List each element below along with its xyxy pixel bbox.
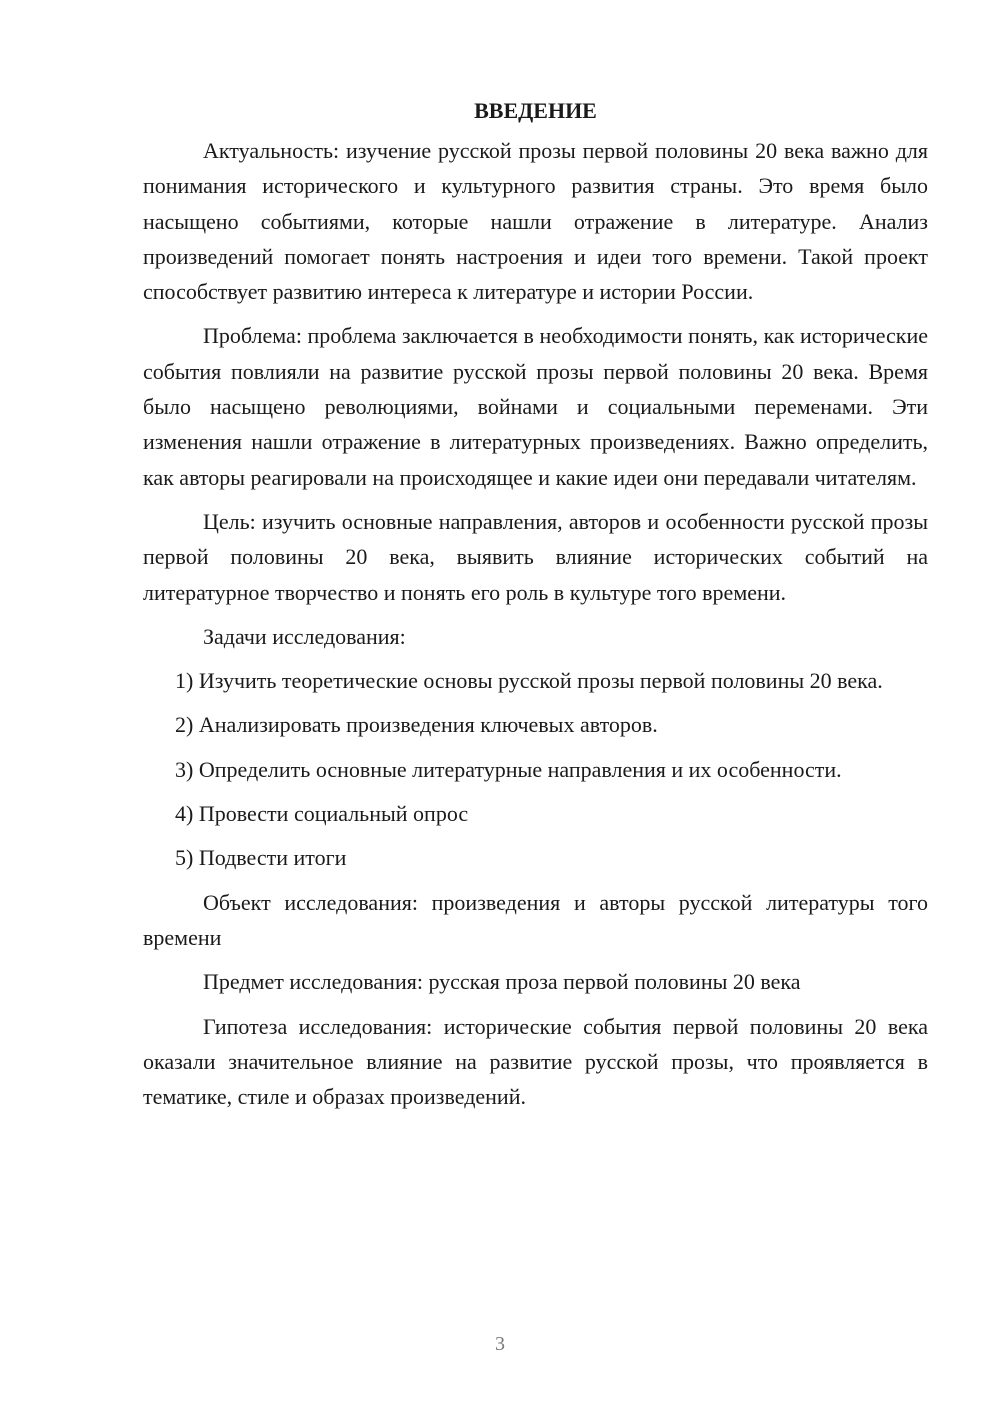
paragraph-hypothesis: Гипотеза исследования: исторические события первой половины 20 века оказали значительное влияние на развитие русской прозы, что проявляется в тематике, стиле и образах произведений. (143, 1013, 928, 1110)
task-item: 1) Изучить теоретические основы русской прозы первой половины 20 века. (175, 668, 883, 694)
paragraph-object: Объект исследования: произведения и авторы русской литературы того времени (143, 889, 928, 950)
task-item: 3) Определить основные литературные направления и их особенности. (175, 756, 842, 782)
paragraph-subject: Предмет исследования: русская проза первой половины 20 века (203, 969, 801, 995)
section-heading: ВВЕДЕНИЕ (474, 98, 597, 123)
paragraph-tasks-title: Задачи исследования: (203, 623, 406, 649)
paragraph-relevance: Актуальность: изучение русской прозы первой половины 20 века важно для понимания исторического и культурного развития страны. Это время было насыщено событиями, которые нашли отражение в литературе. Анализ произведений помогает понять настроения и идеи того времени. Такой проект способствует развитию интереса к литературе и истории России. (143, 138, 928, 305)
document-page (143, 93, 928, 1123)
task-item: 5) Подвести итоги (175, 845, 347, 871)
paragraph-goal: Цель: изучить основные направления, авторов и особенности русской прозы первой половины 20 века, выявить влияние исторических событий на литературное творчество и понять его роль в культуре того времени. (143, 508, 928, 605)
task-item: 4) Провести социальный опрос (175, 801, 469, 827)
paragraph-problem: Проблема: проблема заключается в необходимости понять, как исторические события повлияли на развитие русской прозы первой половины 20 века. Время было насыщено революциями, войнами и социальными переменами. Эти изменения нашли отражение в литературных произведениях. Важно определить, как авторы реагировали на происходящее и какие идеи они передавали читателям. (143, 323, 928, 490)
page-number: 3 (495, 1333, 505, 1355)
task-item: 2) Анализировать произведения ключевых авторов. (175, 712, 658, 738)
